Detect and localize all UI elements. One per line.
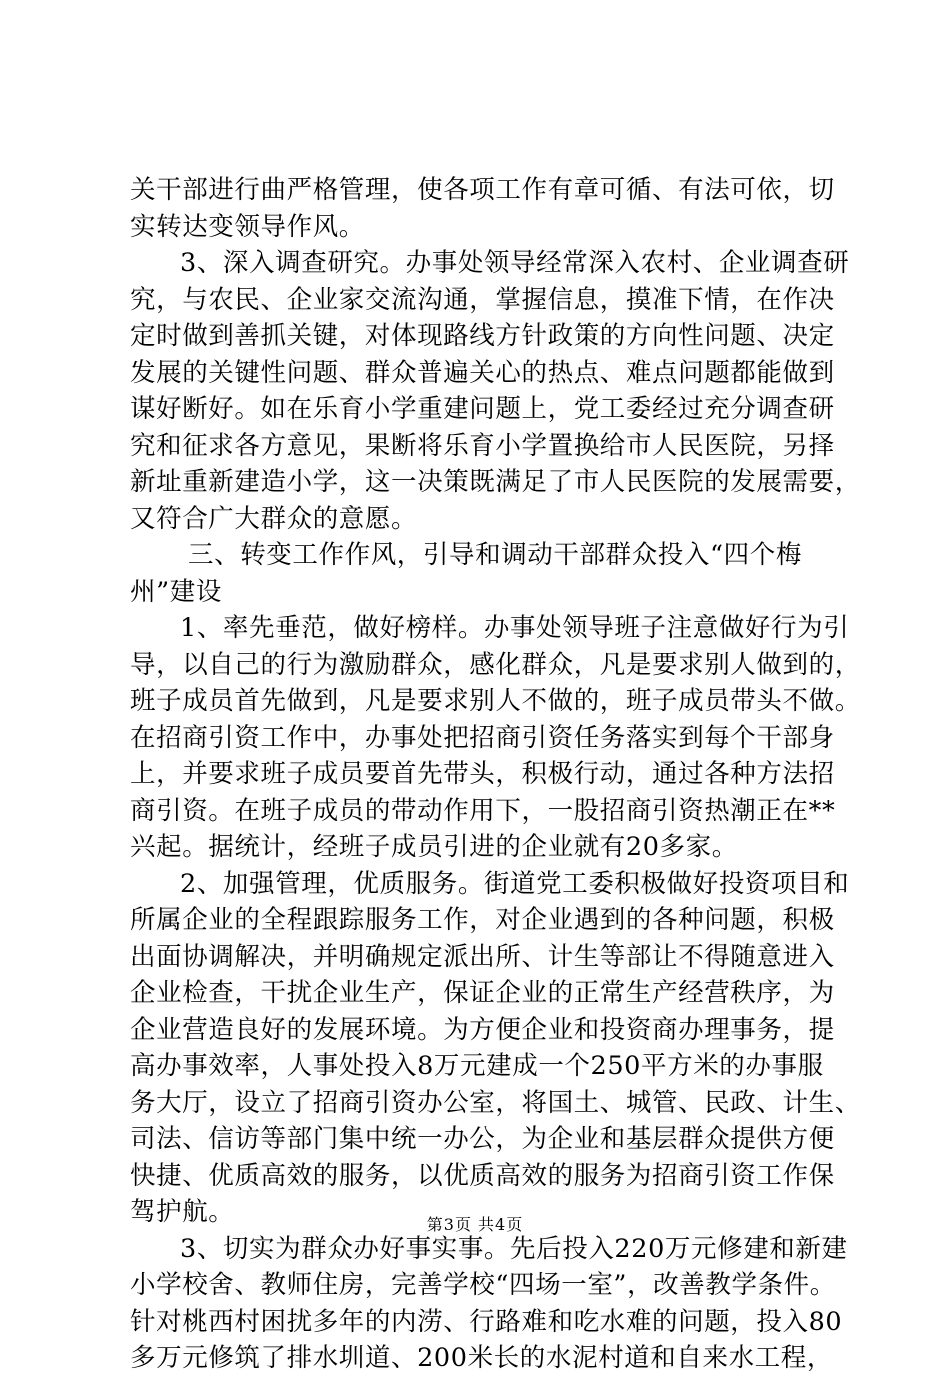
text-line: 兴起。据统计，经班子成员引进的企业就有20多家。 [130,832,738,862]
text-line: 务大厅，设立了招商引资办公室，将国土、城管、民政、计生、 [130,1087,861,1118]
text-line: 究和征求各方意见，果断将乐育小学置换给市人民医院，另择 [130,430,835,461]
document-body [130,172,861,1377]
text-line: 发展的关键性问题、群众普遍关心的热点、难点问题都能做到 [130,357,835,388]
text-line: 2、加强管理，优质服务。街道党工委积极做好投资项目和 [180,868,850,899]
text-line: 小学校舍、教师住房，完善学校“四场一室”，改善教学条件。 [130,1270,836,1300]
text-line: 实转达变领导作风。 [130,211,365,242]
text-line: 又符合广大群众的意愿。 [130,503,418,534]
text-line: 驾护航。 [130,1197,235,1227]
text-line: 谋好断好。如在乐育小学重建问题上，党工委经过充分调查研 [130,394,835,424]
text-line: 快捷、优质高效的服务，以优质高效的服务为招商引资工作保 [130,1160,835,1191]
text-line: 3、切实为群众办好事实事。先后投入220万元修建和新建 [180,1233,848,1264]
text-line: 所属企业的全程跟踪服务工作，对企业遇到的各种问题，积极 [130,905,835,935]
text-line: 定时做到善抓关键，对体现路线方针政策的方向性问题、决定 [130,321,835,351]
text-line: 高办事效率，人事处投入8万元建成一个250平方米的办事服 [130,1051,824,1081]
text-line: 上，并要求班子成员要首先带头，积极行动，通过各种方法招 [130,759,835,789]
text-line: 1、率先垂范，做好榜样。办事处领导班子注意做好行为引 [180,613,850,643]
text-line: 针对桃西村困扰多年的内涝、行路难和吃水难的问题，投入80 [130,1306,843,1337]
text-line: 出面协调解决，并明确规定派出所、计生等部让不得随意进入 [130,941,835,972]
text-line: 班子成员首先做到，凡是要求别人不做的，班子成员带头不做。 [130,686,861,716]
text-line: 在招商引资工作中，办事处把招商引资任务落实到每个干部身 [130,722,835,753]
text-line: 商引资。在班子成员的带动作用下，一股招商引资热潮正在** [130,795,836,826]
page-footer: 第3页 共4页 [426,1215,524,1234]
text-line: 关干部进行曲严格管理，使各项工作有章可循、有法可依，切 [130,175,835,205]
text-line: 究，与农民、企业家交流沟通，掌握信息，摸准下情，在作决 [130,284,835,315]
text-line: 导，以自己的行为激励群众，感化群众，凡是要求别人做到的， [130,649,861,680]
text-line: 3、深入调查研究。办事处领导经常深入农村、企业调查研 [180,248,850,278]
text-line: 多万元修筑了排水圳道、200米长的水泥村道和自来水工程， [130,1343,833,1373]
text-line: 企业营造良好的发展环境。为方便企业和投资商办理事务，提 [130,1014,835,1045]
text-line: 州”建设 [130,576,222,607]
text-line: 司法、信访等部门集中统一办公，为企业和基层群众提供方便 [130,1124,835,1154]
text-line: 企业检查，干扰企业生产，保证企业的正常生产经营秩序，为 [130,978,835,1008]
text-line: 新址重新建造小学，这一决策既满足了市人民医院的发展需要， [130,467,861,497]
text-line: 三、转变工作作风，引导和调动干部群众投入“四个梅 [188,540,802,570]
